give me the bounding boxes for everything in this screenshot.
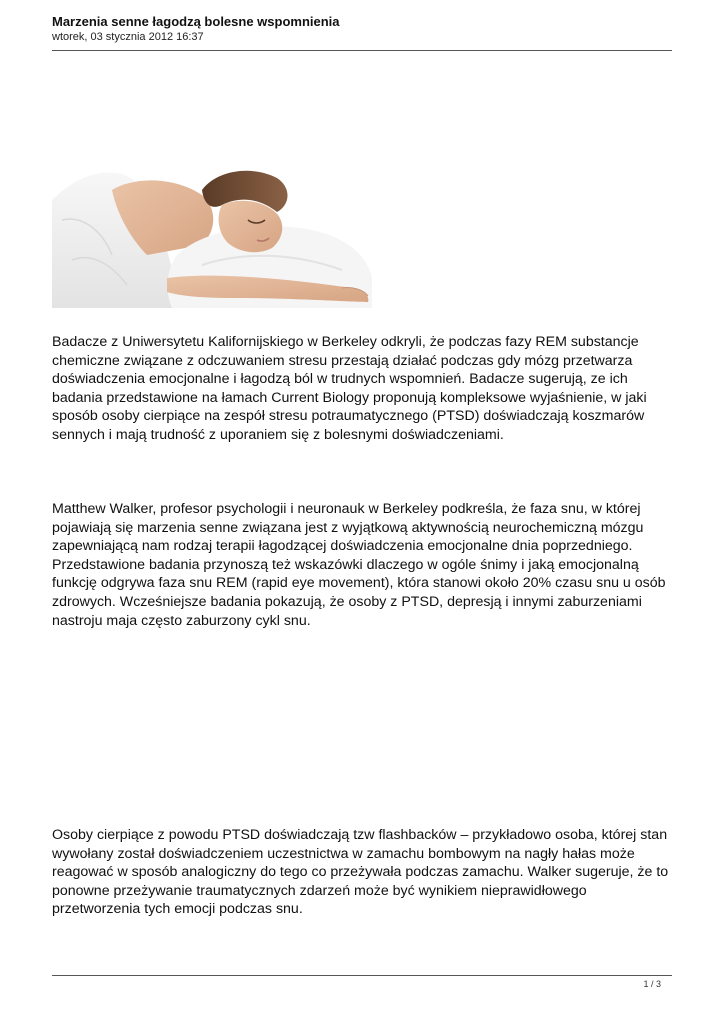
sleeping-woman-illustration (52, 160, 372, 308)
paragraph-1: Badacze z Uniwersytetu Kalifornijskiego w Berkeley odkryli, że podczas fazy REM substancje chemiczne związane z odczuwaniem stresu przestają działać podczas gdy mózg przetwarza doświadczenia emocjonalne i łagodzą ból w trudnych wspomnień. Badacze sugerują, ze ich badania przedstawione na łamach Current Biology proponują kompleksowe wyjaśnienie, w jaki sposób osoby cierpiące na zespół stresu potraumatycznego (PTSD) doświadczają koszmarów sennych i mają trudność z uporaniem się z bolesnymi doświadczeniami. (52, 334, 647, 443)
woman-sleeping-on-pillow-photo (52, 160, 372, 308)
paragraph-2: Matthew Walker, profesor psychologii i neuronauk w Berkeley podkreśla, że faza snu, w której pojawiają się marzenia senne związana jest z wyjątkową aktywnością neurochemiczną mózgu zapewniającą nam rodzaj terapii łagodzącej doświadczenia emocjonalne dnia poprzedniego. Przedstawione badania przynoszą też wskazówki dlaczego w ogóle śnimy i jaką emocjonalną funkcję odgrywa faza snu REM (rapid eye movement), która stanowi około 20% czasu snu u osób zdrowych. Wcześniejsze badania pokazują, że osoby z PTSD, depresją i innymi zaburzeniami nastroju maja często zaburzony cykl snu. (52, 501, 666, 629)
article-date: wtorek, 03 stycznia 2012 16:37 (52, 31, 204, 43)
page-number: 1 / 3 (643, 979, 661, 989)
header-divider (52, 50, 672, 51)
paragraph-3: Osoby cierpiące z powodu PTSD doświadczają tzw flashbacków – przykładowo osoba, której stan wywołany został doświadczeniem uczestnictwa w zamachu bombowym na nagły hałas może reagować w sposób analogiczny do tego co przeżywała podczas zamachu. Walker sugeruje, że to ponowne przeżywanie traumatycznych zdarzeń może być wynikiem nieprawidłowego przetworzenia tych emocji podczas snu. (52, 827, 669, 918)
footer-divider (52, 975, 672, 976)
document-header (52, 14, 672, 44)
article-title: Marzenia senne łagodzą bolesne wspomnienia (52, 14, 340, 29)
